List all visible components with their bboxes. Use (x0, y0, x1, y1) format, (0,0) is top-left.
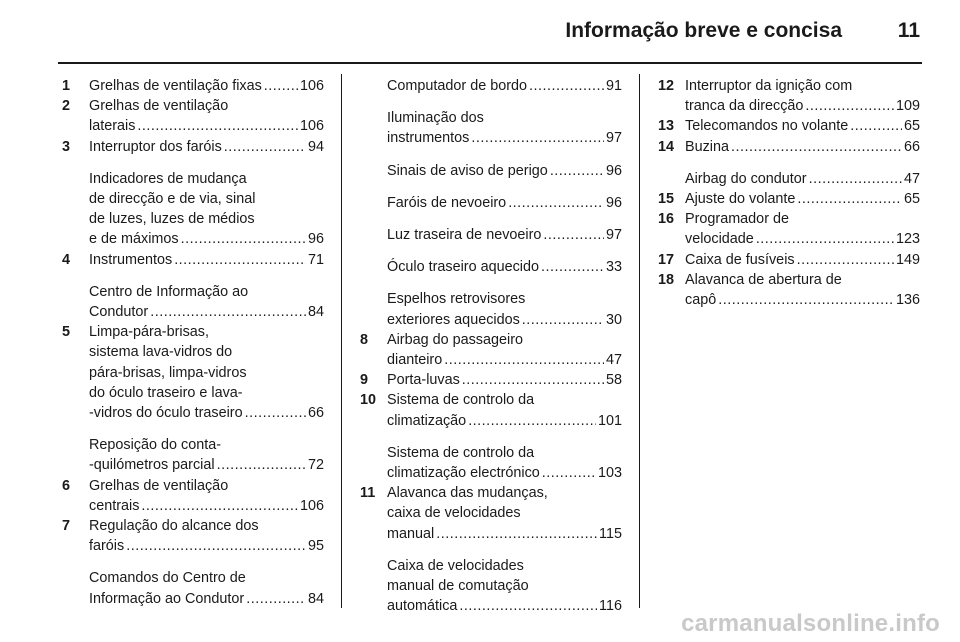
entry-label: e de máximos (89, 231, 179, 248)
entry-text (89, 282, 324, 322)
index-entry (658, 137, 920, 157)
item-number: 7 (62, 518, 71, 535)
page-reference: 106 (299, 118, 324, 135)
index-entry (62, 568, 324, 608)
entry-label: Caixa de fusíveis (685, 251, 795, 268)
page-reference: 71 (307, 251, 324, 268)
item-number (360, 225, 387, 245)
item-number: 14 (658, 138, 675, 155)
entry-final-line (89, 137, 324, 157)
page-reference: 97 (605, 130, 622, 147)
entry-final-line (685, 96, 920, 116)
entry-line: manual de comutação (387, 578, 529, 595)
item-number: 2 (62, 98, 71, 115)
item-number: 15 (658, 191, 675, 208)
item-number (360, 257, 387, 277)
entry-label: capô (685, 292, 717, 309)
entry-label: -vidros do óculo traseiro (89, 405, 243, 422)
entry-text (685, 189, 920, 209)
entry-final-line (387, 350, 622, 370)
dot-leader (245, 403, 306, 423)
entry-text (387, 483, 622, 544)
page-reference: 72 (307, 457, 324, 474)
entry-final-line (89, 496, 324, 516)
index-entry (658, 169, 920, 189)
page-reference: 103 (597, 465, 622, 482)
entry-label: Telecomandos no volante (685, 118, 849, 135)
item-number (62, 568, 89, 608)
dot-leader (468, 411, 596, 431)
item-number: 8 (360, 331, 369, 348)
dot-leader (718, 290, 894, 310)
entry-label: climatização (387, 412, 467, 429)
page-reference: 65 (903, 118, 920, 135)
entry-line: Espelhos retrovisores (387, 291, 526, 308)
entry-label: instrumentos (387, 130, 470, 147)
entry-text (89, 322, 324, 423)
entry-text (685, 137, 920, 157)
entry-line: de luzes, luzes de médios (89, 211, 255, 228)
index-entry (360, 193, 622, 213)
index-entry (360, 483, 622, 544)
dot-leader (126, 536, 306, 556)
index-entry (62, 137, 324, 157)
entry-text (89, 137, 324, 157)
dot-leader (522, 310, 604, 330)
entry-text (685, 209, 920, 249)
item-number (62, 282, 89, 322)
index-entry (658, 250, 920, 270)
entry-label: Buzina (685, 138, 730, 155)
index-column-2 (360, 76, 622, 616)
index-entry (360, 225, 622, 245)
item-number: 5 (62, 324, 71, 341)
entry-final-line (89, 250, 324, 270)
entry-text (387, 76, 622, 96)
item-number (360, 161, 387, 181)
entry-label: Grelhas de ventilação fixas (89, 78, 262, 94)
entry-text (89, 169, 324, 250)
item-number: 3 (62, 138, 71, 155)
entry-label: Instrumentos (89, 251, 173, 268)
item-number (360, 289, 387, 329)
item-number: 6 (62, 477, 71, 494)
index-entry (658, 76, 920, 116)
entry-label: exteriores aquecidos (387, 311, 520, 328)
entry-final-line (89, 229, 324, 249)
index-entry (62, 169, 324, 250)
dot-leader (444, 350, 604, 370)
entry-text (89, 476, 324, 516)
entry-final-line (685, 229, 920, 249)
item-number (658, 169, 685, 189)
entry-text (387, 289, 622, 329)
entry-text (89, 516, 324, 556)
index-entry (360, 289, 622, 329)
entry-final-line (387, 411, 622, 431)
page-title: Informação breve e concisa (565, 19, 842, 42)
entry-final-line (89, 76, 324, 96)
item-number: 10 (360, 392, 377, 409)
entry-line: de direcção e de via, sinal (89, 191, 256, 208)
entry-final-line (685, 189, 920, 209)
entry-line: Iluminação dos (387, 110, 484, 127)
index-entry (360, 108, 622, 148)
page-reference: 96 (605, 162, 622, 179)
entry-label: Porta-luvas (387, 372, 460, 389)
entry-line: Alavanca de abertura de (685, 271, 842, 288)
index-entry (62, 250, 324, 270)
index-entry (658, 209, 920, 249)
entry-label: automática (387, 598, 458, 615)
entry-final-line (387, 370, 622, 390)
entry-text (89, 250, 324, 270)
page-reference: 96 (605, 194, 622, 211)
entry-line: Regulação do alcance dos (89, 518, 259, 535)
dot-leader (731, 137, 902, 157)
entry-line: Limpa-pára-brisas, (89, 324, 209, 341)
entry-label: Condutor (89, 304, 149, 321)
page-number: 11 (897, 19, 920, 42)
entry-line: Programador de (685, 211, 789, 228)
item-number (62, 169, 89, 250)
dot-leader (436, 524, 597, 544)
dot-leader (756, 229, 894, 249)
entry-label: Informação ao Condutor (89, 590, 245, 607)
entry-text (387, 556, 622, 617)
item-number (360, 193, 387, 213)
item-number (360, 108, 387, 148)
item-number: 9 (360, 372, 369, 389)
page-reference: 106 (299, 78, 324, 94)
entry-line: Indicadores de mudança (89, 170, 247, 187)
dot-leader (542, 463, 596, 483)
entry-final-line (387, 463, 622, 483)
index-entry (658, 270, 920, 310)
page-reference: 95 (307, 538, 324, 555)
entry-label: dianteiro (387, 352, 443, 369)
entry-label: laterais (89, 118, 136, 135)
page-reference: 101 (597, 412, 622, 429)
entry-final-line (387, 596, 622, 616)
item-number (360, 556, 387, 617)
entry-label: Sinais de aviso de perigo (387, 162, 548, 179)
dot-leader (508, 193, 604, 213)
entry-text (387, 257, 622, 277)
column-divider (639, 74, 640, 608)
page-reference: 106 (299, 497, 324, 514)
page-reference: 84 (307, 590, 324, 607)
entry-text (685, 76, 920, 116)
entry-final-line (89, 403, 324, 423)
entry-final-line (387, 193, 622, 213)
entry-line: do óculo traseiro e lava- (89, 384, 243, 401)
entry-text (387, 330, 622, 370)
dot-leader (797, 189, 902, 209)
entry-text (685, 270, 920, 310)
entry-line: Alavanca das mudanças, (387, 485, 548, 502)
item-number (360, 76, 387, 96)
dot-leader (471, 128, 604, 148)
dot-leader (809, 169, 902, 189)
entry-final-line (685, 169, 920, 189)
dot-leader (141, 496, 298, 516)
dot-leader (529, 76, 604, 96)
entry-text (685, 250, 920, 270)
index-entry (62, 282, 324, 322)
index-entry (62, 435, 324, 475)
entry-label: Óculo traseiro aquecido (387, 259, 539, 276)
entry-label: velocidade (685, 231, 754, 248)
entry-final-line (685, 137, 920, 157)
entry-label: Airbag do condutor (685, 170, 807, 187)
page-reference: 30 (605, 311, 622, 328)
index-entry (360, 443, 622, 483)
page-reference: 116 (599, 598, 622, 615)
page-reference: 91 (605, 78, 622, 94)
entry-final-line (387, 161, 622, 181)
entry-line: Interruptor da ignição com (685, 78, 853, 94)
entry-line: Grelhas de ventilação (89, 98, 229, 115)
index-column-1 (62, 76, 324, 609)
item-number: 4 (62, 251, 71, 268)
entry-final-line (89, 589, 324, 609)
page-reference: 115 (599, 525, 622, 542)
entry-final-line (387, 310, 622, 330)
dot-leader (224, 137, 306, 157)
entry-line: sistema lava-vidros do (89, 344, 233, 361)
index-entry (62, 76, 324, 96)
dot-leader (217, 455, 306, 475)
entry-line: Reposição do conta- (89, 437, 221, 454)
entry-text (387, 443, 622, 483)
entry-label: tranca da direcção (685, 98, 804, 115)
page-reference: 65 (903, 191, 920, 208)
entry-text (387, 225, 622, 245)
entry-line: Sistema de controlo da (387, 444, 535, 461)
entry-final-line (387, 225, 622, 245)
entry-final-line (685, 250, 920, 270)
entry-line: Centro de Informação ao (89, 283, 249, 300)
index-entry (658, 116, 920, 136)
entry-text (387, 108, 622, 148)
dot-leader (137, 116, 298, 136)
index-entry (360, 76, 622, 96)
page-reference: 66 (307, 405, 324, 422)
dot-leader (181, 229, 306, 249)
entry-text (89, 435, 324, 475)
entry-label: climatização electrónico (387, 465, 540, 482)
item-number: 13 (658, 118, 675, 135)
entry-final-line (89, 116, 324, 136)
dot-leader (805, 96, 894, 116)
column-divider (341, 74, 342, 608)
page-reference: 47 (605, 352, 622, 369)
entry-label: -quilómetros parcial (89, 457, 215, 474)
item-number: 17 (658, 251, 675, 268)
page-reference: 94 (307, 138, 324, 155)
entry-line: pára-brisas, limpa-vidros (89, 364, 247, 381)
page-reference: 84 (307, 304, 324, 321)
dot-leader (264, 76, 298, 96)
item-number: 11 (360, 485, 376, 502)
item-number (360, 443, 387, 483)
index-entry (360, 330, 622, 370)
watermark: carmanualsonline.info (681, 610, 940, 637)
item-number: 16 (658, 211, 675, 228)
entry-final-line (89, 536, 324, 556)
page-reference: 58 (605, 372, 622, 389)
entry-line: Airbag do passageiro (387, 331, 524, 348)
entry-line: caixa de velocidades (387, 505, 521, 522)
entry-text (685, 116, 920, 136)
page-reference: 96 (307, 231, 324, 248)
page-reference: 109 (895, 98, 920, 115)
index-entry (360, 161, 622, 181)
entry-label: Interruptor dos faróis (89, 138, 222, 155)
index-entry (360, 390, 622, 430)
entry-text (89, 568, 324, 608)
entry-final-line (387, 76, 622, 96)
page-reference: 149 (895, 251, 920, 268)
page-reference: 33 (605, 259, 622, 276)
page-reference: 97 (605, 227, 622, 244)
index-column-3 (658, 76, 920, 310)
entry-label: centrais (89, 497, 140, 514)
index-entry (658, 189, 920, 209)
item-number (62, 435, 89, 475)
dot-leader (246, 589, 306, 609)
page-header (0, 0, 960, 62)
page-reference: 136 (895, 292, 920, 309)
entry-label: Ajuste do volante (685, 191, 796, 208)
entry-final-line (89, 302, 324, 322)
index-entry (62, 476, 324, 516)
item-number: 12 (658, 78, 675, 94)
index-entry (360, 257, 622, 277)
dot-leader (543, 225, 604, 245)
entry-line: Sistema de controlo da (387, 392, 535, 409)
entry-final-line (387, 257, 622, 277)
index-entry (360, 556, 622, 617)
entry-final-line (685, 116, 920, 136)
entry-text (387, 370, 622, 390)
dot-leader (174, 250, 306, 270)
index-entry (62, 322, 324, 423)
dot-leader (462, 370, 604, 390)
entry-final-line (387, 128, 622, 148)
entry-line: Caixa de velocidades (387, 557, 524, 574)
entry-text (685, 169, 920, 189)
entry-final-line (387, 524, 622, 544)
index-entry (360, 370, 622, 390)
index-entry (62, 96, 324, 136)
entry-label: Luz traseira de nevoeiro (387, 227, 542, 244)
entry-line: Grelhas de ventilação (89, 477, 229, 494)
page-reference: 66 (903, 138, 920, 155)
entry-final-line (685, 290, 920, 310)
dot-leader (541, 257, 604, 277)
entry-label: Computador de bordo (387, 78, 527, 94)
entry-line: Comandos do Centro de (89, 570, 246, 587)
dot-leader (550, 161, 604, 181)
dot-leader (150, 302, 306, 322)
index-entry (62, 516, 324, 556)
item-number: 1 (62, 78, 71, 94)
entry-text (387, 390, 622, 430)
entry-label: Faróis de nevoeiro (387, 194, 507, 211)
entry-text (89, 76, 324, 96)
item-number: 18 (658, 271, 675, 288)
page-reference: 123 (895, 231, 920, 248)
entry-label: manual (387, 525, 435, 542)
entry-label: faróis (89, 538, 125, 555)
page-reference: 47 (903, 170, 920, 187)
dot-leader (797, 250, 894, 270)
entry-final-line (89, 455, 324, 475)
entry-text (387, 161, 622, 181)
entry-text (387, 193, 622, 213)
dot-leader (850, 116, 902, 136)
dot-leader (459, 596, 597, 616)
header-rule (58, 62, 922, 64)
entry-text (89, 96, 324, 136)
